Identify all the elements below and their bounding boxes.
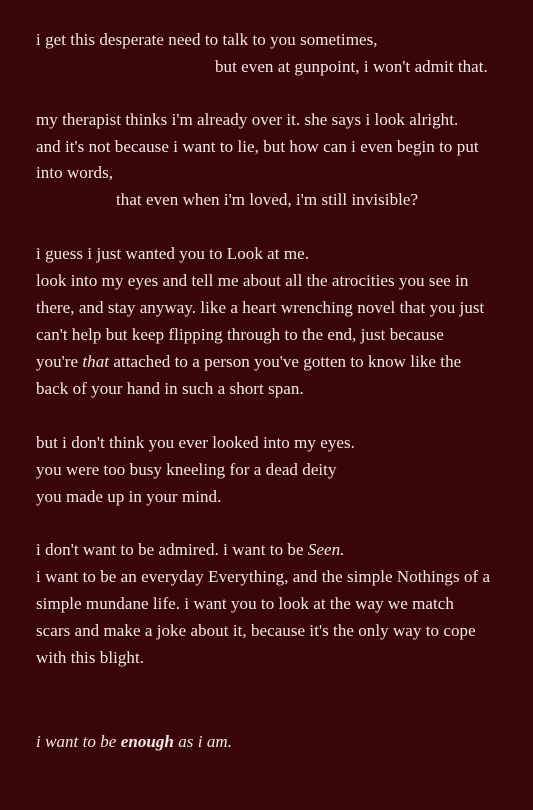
poem-line: back of your hand in such a short span. xyxy=(36,379,304,398)
poem-line: and it's not because i want to lie, but how can i even begin to put xyxy=(36,137,479,156)
emphasis-text: enough xyxy=(120,732,174,751)
poem-line: into words, xyxy=(36,163,114,182)
poem-line: there, and stay anyway. like a heart wrenching novel that you just xyxy=(36,298,485,317)
poem-line xyxy=(36,353,461,370)
poem-line: that even when i'm loved, i'm still invisible? xyxy=(116,190,419,209)
poem-line: i guess i just wanted you to Look at me. xyxy=(36,244,310,263)
poem-line xyxy=(36,541,344,558)
poem-line: but i don't think you ever looked into my eyes. xyxy=(36,433,355,452)
poem-line: scars and make a joke about it, because it's the only way to cope xyxy=(36,621,476,640)
poem-line: i get this desperate need to talk to you sometimes, xyxy=(36,30,378,49)
poem-line: my therapist thinks i'm already over it. she says i look alright. xyxy=(36,110,459,129)
closing-text-segment: as i am. xyxy=(173,732,233,751)
emphasis-text: that xyxy=(82,352,110,371)
poem-line: i want to be an everyday Everything, and the simple Nothings of a xyxy=(36,567,491,586)
poem-line: with this blight. xyxy=(36,648,145,667)
poem-line: you made up in your mind. xyxy=(36,487,222,506)
poem-line: can't help but keep flipping through to the end, just because xyxy=(36,325,444,344)
emphasis-text: Seen. xyxy=(307,540,345,559)
poem-line: but even at gunpoint, i won't admit that. xyxy=(215,57,488,76)
poem-line: look into my eyes and tell me about all the atrocities you see in xyxy=(36,271,469,290)
poem-text-segment: i don't want to be admired. i want to be xyxy=(36,540,308,559)
poem-line: you were too busy kneeling for a dead deity xyxy=(36,460,337,479)
closing-text-segment: i want to be xyxy=(36,732,121,751)
poem-text-segment: attached to a person you've gotten to know like the xyxy=(109,352,462,371)
poem-text-segment: you're xyxy=(36,352,83,371)
poem-line: simple mundane life. i want you to look at the way we match xyxy=(36,594,454,613)
closing-line xyxy=(36,733,232,750)
